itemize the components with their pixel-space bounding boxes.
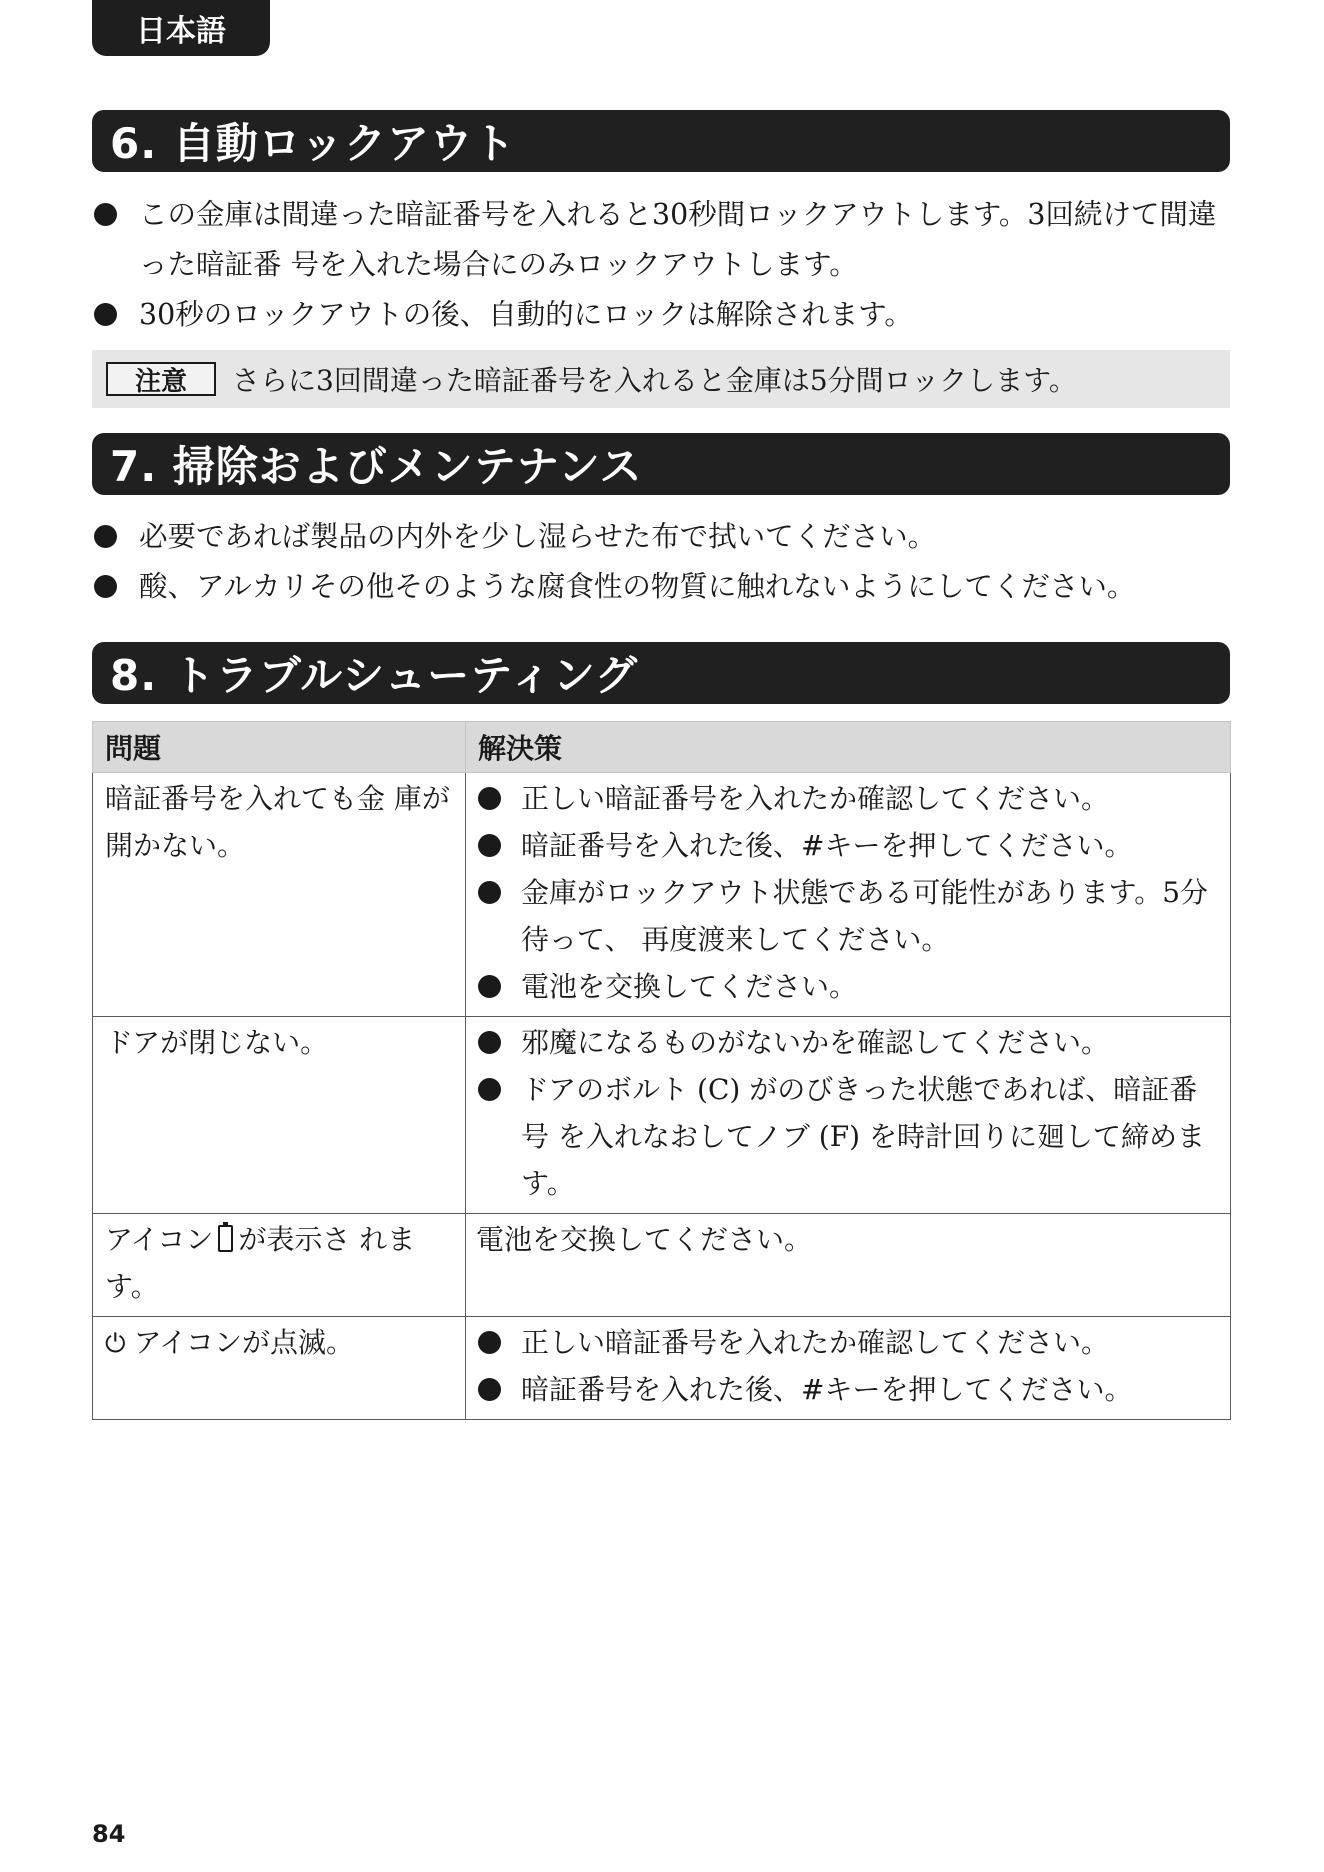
problem-cell: ⏻ アイコンが点滅。 xyxy=(93,1317,466,1420)
section-8-heading: 8. トラブルシューティング xyxy=(92,642,1230,704)
bullet-icon xyxy=(94,303,117,326)
table-header-row xyxy=(93,722,1231,773)
solution-cell xyxy=(466,1017,1231,1214)
bullet-icon xyxy=(478,787,501,810)
caution-text: さらに3回間違った暗証番号を入れると金庫は5分間ロックします。 xyxy=(232,364,1077,397)
list-item: 酸、アルカリその他そのような腐食性の物質に触れないようにしてください。 xyxy=(92,562,1242,612)
bullet-icon xyxy=(478,1078,501,1101)
table-row xyxy=(93,1317,1231,1420)
section-6-heading: 6. 自動ロックアウト xyxy=(92,110,1230,172)
list-item: 邪魔になるものがないかを確認してください。 xyxy=(476,1019,1218,1066)
problem-cell: アイコン が表示さ れます。 xyxy=(93,1214,466,1317)
section-7-heading: 7. 掃除およびメンテナンス xyxy=(92,433,1230,495)
bullet-icon xyxy=(478,1378,501,1401)
power-icon: ⏻ xyxy=(105,1329,126,1359)
list-item: 必要であれば製品の内外を少し湿らせた布で拭いてください。 xyxy=(92,512,1242,562)
caution-label: 注意 xyxy=(106,362,216,396)
list-item: 金庫がロックアウト状態である可能性があります。5分待って、 再度渡来してください。 xyxy=(476,869,1218,963)
bullet-icon xyxy=(94,575,117,598)
section-7-bullets xyxy=(92,512,1242,612)
solution-cell xyxy=(466,773,1231,1017)
page-number: 84 xyxy=(92,1820,126,1848)
troubleshooting-table xyxy=(92,721,1231,1420)
bullet-icon xyxy=(94,525,117,548)
list-item: 正しい暗証番号を入れたか確認してください。 xyxy=(476,1319,1218,1366)
column-header-problem: 問題 xyxy=(93,722,466,773)
bullet-icon xyxy=(478,975,501,998)
caution-note xyxy=(92,350,1230,408)
bullet-icon xyxy=(478,881,501,904)
solution-cell: 電池を交換してください。 xyxy=(466,1214,1231,1317)
bullet-icon xyxy=(478,1331,501,1354)
list-item: 正しい暗証番号を入れたか確認してください。 xyxy=(476,775,1218,822)
table-row xyxy=(93,1214,1231,1317)
problem-cell: 暗証番号を入れても金 庫が開かない。 xyxy=(93,773,466,1017)
section-6-bullets xyxy=(92,190,1242,340)
battery-icon xyxy=(218,1225,233,1252)
table-row xyxy=(93,1017,1231,1214)
table-row xyxy=(93,773,1231,1017)
bullet-icon xyxy=(94,203,117,226)
list-item: 暗証番号を入れた後、#キーを押してください。 xyxy=(476,1366,1218,1413)
solution-cell xyxy=(466,1317,1231,1420)
list-item: 暗証番号を入れた後、#キーを押してください。 xyxy=(476,822,1218,869)
list-item: 電池を交換してください。 xyxy=(476,963,1218,1010)
language-tab: 日本語 xyxy=(92,0,270,56)
bullet-icon xyxy=(478,834,501,857)
column-header-solution: 解決策 xyxy=(466,722,1231,773)
list-item: ドアのボルト (C) がのびきった状態であれば、暗証番号 を入れなおしてノブ (F) を時計回りに廻して締めます。 xyxy=(476,1066,1218,1207)
list-item: この金庫は間違った暗証番号を入れると30秒間ロックアウトします。3回続けて間違った暗証番 号を入れた場合にのみロックアウトします。 xyxy=(92,190,1242,290)
problem-cell: ドアが閉じない。 xyxy=(93,1017,466,1214)
bullet-icon xyxy=(478,1031,501,1054)
list-item: 30秒のロックアウトの後、自動的にロックは解除されます。 xyxy=(92,290,1242,340)
